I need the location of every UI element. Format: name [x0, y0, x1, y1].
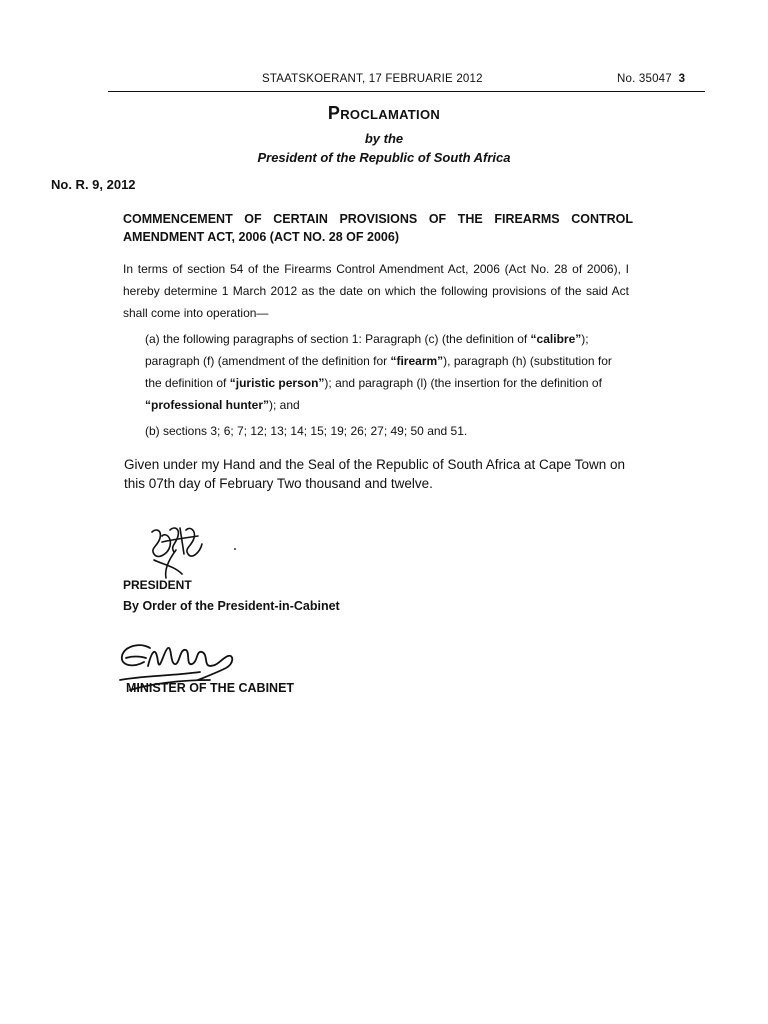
byline: by the — [364, 131, 404, 146]
section-heading: COMMENCEMENT OF CERTAIN PROVISIONS OF THE FIREARMS CONTROL AMENDMENT ACT, 2006 (ACT NO. 28 OF 2006) — [123, 212, 633, 244]
running-header — [0, 73, 768, 89]
gazette-number: No. 35047 3 — [617, 73, 686, 85]
issuer: President of the Republic of South Africa — [257, 150, 511, 165]
gazette-title: STAATSKOERANT, 17 FEBRUARIE 2012 — [262, 73, 483, 85]
page-number: 3 — [678, 73, 686, 85]
president-label: PRESIDENT — [123, 578, 192, 592]
stray-mark — [234, 548, 236, 550]
list-item-a: (a) the following paragraphs of section 1: Paragraph (c) (the definition of “calibre”); paragraph (f) (amendment of the definition for “firearm”), paragraph (h) (substitution for the definition of “juristic person”); and paragraph (l) (the insertion for the definition of “professional hunter”); and — [145, 332, 612, 412]
order-line: By Order of the President-in-Cabinet — [123, 599, 340, 613]
header-rule — [108, 91, 705, 92]
given-paragraph: Given under my Hand and the Seal of the Republic of South Africa at Cape Town on this 07th day of February Two thousand and twelve. — [124, 457, 626, 491]
president-signature — [140, 524, 220, 584]
minister-label: MINISTER OF THE CABINET — [126, 681, 295, 695]
list-item-b: (b) sections 3; 6; 7; 12; 13; 14; 15; 19; 26; 27; 49; 50 and 51. — [145, 424, 468, 438]
intro-paragraph: In terms of section 54 of the Firearms Control Amendment Act, 2006 (Act No. 28 of 2006), I hereby determine 1 March 2012 as the date on which the following provisions of the said Act shall come into operation— — [123, 262, 629, 320]
document-title: Proclamation — [327, 103, 441, 123]
proclamation-number: No. R. 9, 2012 — [51, 177, 136, 192]
